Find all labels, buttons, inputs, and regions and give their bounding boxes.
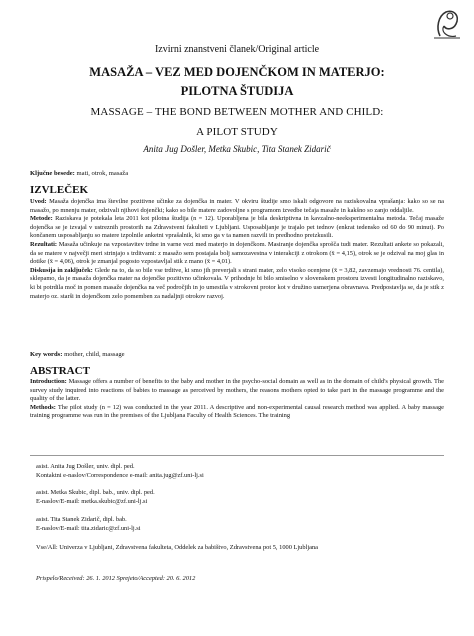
author-3-email: E-naslov/E-mail: tita.zidaric@zf.uni-lj.si: [36, 524, 141, 532]
metode-label: Metode:: [30, 215, 53, 223]
izvlecek-rezultati: [30, 241, 444, 267]
title-slovene-line2: PILOTNA ŠTUDIJA: [180, 84, 294, 98]
izvlecek-body: [30, 198, 444, 301]
author-1-email: Kontaktni e-naslov/Correspondence e-mail: anita.jug@zf.uni-lj.si: [36, 471, 204, 479]
title-slovene: [20, 63, 454, 101]
article-type: Izvirni znanstveni članek/Original article: [154, 44, 320, 55]
izvlecek-uvod: [30, 198, 444, 215]
author-2-email: E-naslov/E-mail: metka.skubic@zf.uni-lj.si: [36, 497, 148, 505]
title-english-line1: MASSAGE – THE BOND BETWEEN MOTHER AND CHILD:: [90, 106, 384, 118]
rezultati-label: Rezultati:: [30, 240, 57, 248]
methods-label: Methods:: [30, 403, 56, 411]
author-1-name: asist. Anita Jug Došler, univ. dipl. ped.: [36, 463, 135, 470]
footnote-divider: [30, 455, 444, 456]
journal-logo: [426, 6, 466, 42]
keywords-slovene-label: Ključne besede:: [30, 170, 75, 177]
abstract-introduction: [30, 378, 444, 404]
izvlecek-heading: IZVLEČEK: [30, 184, 89, 196]
methods-text: The pilot study (n = 12) was conducted in the year 2011. A descriptive and non-experimental causal research method was applied. A baby massage training programme was run in the premises of the Ljubljana Faculty of Health Sciences. The training: [30, 403, 444, 420]
title-english: [20, 102, 454, 142]
author-1-footnote: [36, 463, 436, 481]
author-2-name: asist. Metka Skubic, dipl. bab., univ. dipl. ped.: [36, 489, 155, 496]
diskusija-label: Diskusija in zaključek:: [30, 266, 93, 274]
uvod-text: Masaža dojenčka ima številne pozitivne učinke za dojenčka in mater. V okviru študije smo iskali odgovore na raziskovalna vprašanja: kako so se na masažo, po mnenju mater, odzivali njihovi dojenčki; kako so bile matere zadovoljne s programom izvedbe tečaja masaže in kakšno so zanjo oddaljile.: [30, 198, 444, 214]
abstract-body: [30, 378, 444, 421]
keywords-english-label: Key words:: [30, 351, 63, 358]
title-english-line2: A PILOT STUDY: [196, 126, 278, 138]
author-3-name: asist. Tita Stanek Zidarič, dipl. bab.: [36, 516, 127, 523]
diskusija-text: Glede na to, da so bile vse trditve, ki smo jih preverjali s strani mater, zelo visoko ocenjene (x̄ = 3,82, zavzemajo vrednosti 76. centila), sklepamo, da je masaža dojenčka mater na dojenčke pozitivno učinkovala. V prihodnje bi bilo smiselno v slovenskem prostoru izvesti longitudinalno raziskavo, ki bi potrdila moč in pomen masaže dojenčka na več področjih in jo umestila v strokovni protor kot v družino usmerjena obravnava. Predpostavlja se, da je stik z materjo oz. starši in dojenčkom zelo pomemben za nadaljnji otrokov razvoj.: [30, 266, 444, 300]
keywords-english-text: mother, child, massage: [64, 351, 125, 358]
uvod-label: Uvod:: [30, 198, 47, 205]
izvlecek-diskusija: [30, 267, 444, 301]
keywords-slovene: [30, 170, 444, 177]
title-slovene-line1: MASAŽA – VEZ MED DOJENČKOM IN MATERJO:: [89, 65, 385, 79]
authors: Anita Jug Došler, Metka Skubic, Tita Stanek Zidarič: [143, 144, 331, 154]
rezultati-text: Masaža učinkuje na vzpostavitev trdne in varne vezi med materjo in dojenčkom. Masiranje dojenčka sprošča tudi mater. Rezultati ankete so pokazali, da se matere v največji meri strinjajo s trditvami: z masažo sem postajala bolj samozavestna v interakciji z otrokom (x̄ = 4,15), otrok se je odzival na moj glas in dotike (x̄ = 4,06), otrok je zmanjal pogosto vzpostavljal stik z mano (x̄ = 4,01).: [30, 240, 444, 266]
abstract-heading: ABSTRACT: [30, 365, 90, 377]
received-accepted-dates: Prispelo/Received: 26. 1. 2012 Sprejeto/Accepted: 20. 6. 2012: [36, 575, 196, 582]
keywords-slovene-text: mati, otrok, masaža: [76, 170, 129, 177]
introduction-text: Massage offers a number of benefits to the baby and mother in the psycho-social domain as well as in the domain of child's physical growth. The survey study inquired into reactions of babies to massage as perceived by mothers, the reasons mothers opted to take part in the massage programme and the quality of the latter.: [30, 378, 444, 403]
author-3-footnote: [36, 516, 436, 534]
author-2-footnote: [36, 489, 436, 507]
introduction-label: Introduction:: [30, 378, 67, 385]
affiliation: Vse/All: Univerza v Ljubljani, Zdravstvena fakulteta, Oddelek za babištvo, Zdravstvena pot 5, 1000 Ljubljana: [36, 544, 318, 551]
izvlecek-metode: [30, 215, 444, 241]
metode-text: Raziskava je potekala leta 2011 kot pilotna študija (n = 12). Uporabljena je bila deskriptivna in kavzalno-neeksperimentalna metoda. Tečaj masaže dojenčka se je izvajal v ustreznih prostorih na Zdravstveni fakulteti v Ljubljani. Usposabljanje je trajalo pet tednov (enkrat tedensko od 60 do 90 minut). Po končanem usposabljanju so matere izpolnile anketni vprašalnik, ki smo ga v ta namen razvili in predhodno preizkusili.: [30, 215, 444, 240]
abstract-methods: [30, 404, 444, 421]
keywords-english: [30, 351, 444, 358]
